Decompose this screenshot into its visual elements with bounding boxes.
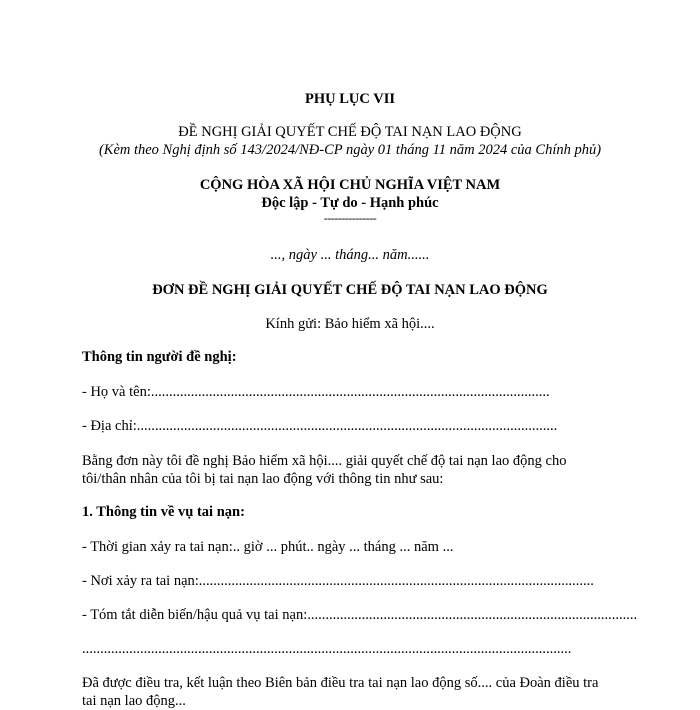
address-field xyxy=(82,417,557,435)
applicant-section-heading: Thông tin người đề nghị: xyxy=(82,349,237,365)
accident-summary-field xyxy=(82,606,637,624)
investigation-paragraph-line-2: tai nạn lao động... xyxy=(82,693,186,709)
request-paragraph-line-1: Bằng đơn này tôi đề nghị Bảo hiểm xã hội.... giải quyết chế độ tai nạn lao động cho xyxy=(82,453,567,469)
accident-time-line: - Thời gian xảy ra tai nạn:.. giờ ... phút.. ngày ... tháng ... năm ... xyxy=(82,539,454,555)
accident-summary-continuation: ....................................................................................................................................... xyxy=(82,641,572,657)
form-title: ĐỀ NGHỊ GIẢI QUYẾT CHẾ ĐỘ TAI NẠN LAO ĐỘNG xyxy=(178,124,522,140)
national-motto: Độc lập - Tự do - Hạnh phúc xyxy=(261,195,439,211)
accident-place-field xyxy=(82,572,594,590)
name-label: - Họ và tên: xyxy=(82,384,151,400)
investigation-paragraph-line-1: Đã được điều tra, kết luận theo Biên bản điều tra tai nạn lao động số.... của Đoàn điều tra xyxy=(82,675,599,691)
accident-section-heading: 1. Thông tin về vụ tai nạn: xyxy=(82,504,245,520)
name-field xyxy=(82,383,550,401)
date-line: ..., ngày ... tháng... năm...... xyxy=(270,247,430,263)
decree-note: (Kèm theo Nghị định số 143/2024/NĐ-CP ngày 01 tháng 11 năm 2024 của Chính phủ) xyxy=(98,142,602,158)
motto-separator: --------------- xyxy=(323,211,377,225)
address-dots: .................................................................................................................... xyxy=(136,418,558,434)
country-name: CỘNG HÒA XÃ HỘI CHỦ NGHĨA VIỆT NAM xyxy=(199,177,501,193)
address-label: - Địa chỉ: xyxy=(82,418,137,434)
recipient-line: Kính gửi: Bảo hiểm xã hội.... xyxy=(265,316,435,332)
accident-place-dots: ............................................................................................................. xyxy=(198,573,594,589)
accident-summary-label: - Tóm tắt diễn biến/hậu quả vụ tai nạn: xyxy=(82,607,308,623)
name-dots: .............................................................................................................. xyxy=(150,384,550,400)
document-title: ĐƠN ĐỀ NGHỊ GIẢI QUYẾT CHẾ ĐỘ TAI NẠN LAO ĐỘNG xyxy=(152,282,548,298)
appendix-heading: PHỤ LỤC VII xyxy=(305,91,395,107)
request-paragraph-line-2: tôi/thân nhân của tôi bị tai nạn lao động với thông tin như sau: xyxy=(82,471,444,487)
accident-place-label: - Nơi xảy ra tai nạn: xyxy=(82,573,199,589)
accident-summary-dots: ........................................................................................... xyxy=(307,607,638,623)
